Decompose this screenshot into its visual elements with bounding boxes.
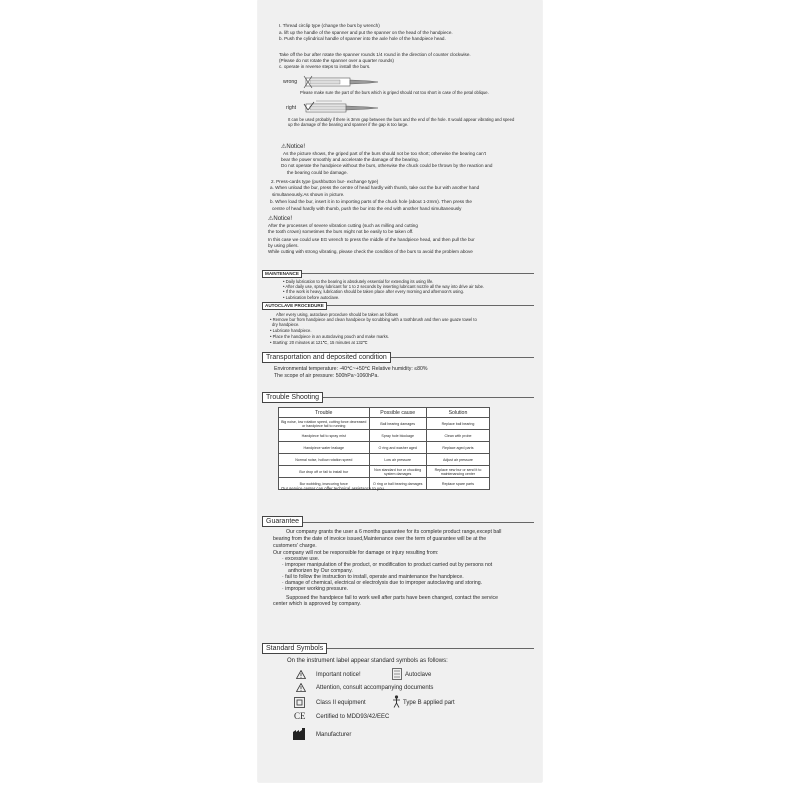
important-notice-label: Important notice! bbox=[316, 672, 361, 678]
autoclave-line-3: dry handpiece. bbox=[272, 322, 300, 327]
trouble-footer: Our service center can offer technical assistance to you. bbox=[281, 486, 385, 491]
maintenance-line-4: • Lubrication before autoclave. bbox=[283, 295, 340, 300]
solution-cell: Replace ball bearing bbox=[426, 418, 489, 430]
guarantee-line-2: bearing from the date of invoice issued,Maintenance over the term of guarantee will be at the bbox=[273, 536, 487, 542]
maintenance-line-1: • Daily lubrication to the bearing is absolutely essential for extending its using life. bbox=[283, 279, 434, 284]
right-label: right bbox=[286, 105, 297, 111]
table-row bbox=[279, 418, 490, 430]
notice-2-line-2: the tooth crown) sometimes the burs might not be easily to be taken off. bbox=[268, 229, 414, 234]
table-row bbox=[279, 430, 490, 442]
thread-line-2: a. lift up the handle of the spanner and put the spanner on the head of the handpiece. bbox=[279, 30, 453, 35]
autoclave-label: Autoclave bbox=[405, 672, 432, 678]
notice-1-line-4: the bearing could be damage. bbox=[287, 170, 348, 175]
trouble-cell: Handpiece fail to spray mist bbox=[279, 430, 370, 442]
col-solution: Solution bbox=[426, 408, 489, 418]
autoclave-icon bbox=[392, 668, 402, 680]
transport-header: Transportation and deposited condition bbox=[262, 352, 391, 363]
trouble-cell: Normal noise, hollow rotation speed bbox=[279, 454, 370, 466]
type-b-applied-part-icon bbox=[392, 695, 401, 708]
notice-2-line-5: While cutting with strong vibrating, please check the condition of the burs to avoid the problem above bbox=[268, 249, 473, 254]
autoclave-line-4: • Lubricate handpiece. bbox=[270, 328, 312, 333]
cause-cell: Ball bearing damages bbox=[369, 418, 426, 430]
table-row bbox=[279, 466, 490, 478]
notice-1-line-2: bear the power smoothly and accelerate the damage of the bearing. bbox=[281, 157, 419, 162]
table-row bbox=[279, 454, 490, 466]
table-row bbox=[279, 442, 490, 454]
certified-label: Certified to MDD93/42/EEC bbox=[316, 714, 390, 720]
autoclave-header: AUTOCLAVE PROCEDURE bbox=[262, 302, 327, 310]
manufacturer-label: Manufacturer bbox=[316, 732, 352, 738]
notice-1-line-3: Do not operate the handpiece without the burs, otherwise the chuck could be thrown by the reaction and bbox=[281, 163, 493, 168]
guarantee-line-6: · improper manipulation of the product, or modification to product carried out by persons not bbox=[282, 562, 493, 568]
guarantee-line-5: · excessive use. bbox=[282, 556, 320, 562]
thread-line-1: I. Thread circlip type (change the burs by wrench) bbox=[279, 23, 380, 28]
bur-wrong-illustration bbox=[302, 74, 382, 90]
trouble-cell: Big noise, low rotation speed, cutting force decreased or handpiece fail to running bbox=[279, 418, 370, 430]
trouble-header: Trouble Shooting bbox=[262, 392, 323, 403]
class-ii-label: Class II equipment bbox=[316, 700, 366, 706]
guarantee-line-7: anthorizen by Our company. bbox=[288, 568, 353, 574]
symbols-intro: On the instrument label appear standard symbols as follows: bbox=[287, 658, 448, 664]
notice-2-line-4: by using pliers. bbox=[268, 243, 299, 248]
type-b-label: Type B applied part bbox=[403, 700, 455, 706]
notice-1-title: ⚠Notice! bbox=[281, 144, 306, 150]
col-trouble: Trouble bbox=[279, 408, 370, 418]
solution-cell: Replace spare parts bbox=[426, 478, 489, 490]
press-line-4: b. When load the bur, insert it in to importing parts of the chuck hole (about 1-2mm). Then press the bbox=[270, 199, 472, 204]
maintenance-line-3: • If the work is heavy, lubrication should be taken place after every morning and afternoon's using. bbox=[283, 289, 464, 294]
right-note-1: It can be used probably if there is 3mm gap between the burs and the end of the hole. It would appear vibrating and speed bbox=[288, 117, 515, 122]
guarantee-line-9: · damage of chemical, electrical or electrolysis due to improper autoclaving and storing. bbox=[282, 580, 483, 586]
guarantee-line-12: center which is approved by company. bbox=[273, 601, 361, 607]
symbols-header: Standard Symbols bbox=[262, 643, 327, 654]
col-possible-cause: Possible cause bbox=[369, 408, 426, 418]
wrong-note: Please make sure the part of the burs which is griped should not too short in case of the petal oblique. bbox=[300, 90, 489, 95]
solution-cell: Clean with probe bbox=[426, 430, 489, 442]
guarantee-line-10: · improper working pressure. bbox=[282, 586, 349, 592]
attention-label: Attention, consult accompanying documents bbox=[316, 685, 434, 691]
cause-cell: Spray hole blockage bbox=[369, 430, 426, 442]
guarantee-line-4: Our company will not be responsible for damage or injury resulting from: bbox=[273, 550, 439, 556]
transport-line-2: The scope of air pressure: 500hPa~1060hPa. bbox=[274, 373, 379, 379]
solution-cell: Adjust air pressure bbox=[426, 454, 489, 466]
notice-2-line-3: In this case we could use EG wrench to press the middle of the handpiece head, and then pull the bur bbox=[268, 237, 475, 242]
guarantee-line-11: Supposed the handpiece fail to work well after parts have been changed, contact the service bbox=[286, 595, 498, 601]
manufacturer-icon bbox=[293, 728, 307, 740]
maintenance-line-2: • After daily use, spray lubricant for 1 to 2 seconds by inserting lubricant nozzle all the way into drive air tube. bbox=[283, 284, 485, 289]
press-line-3: simultaneously.As shown in picture. bbox=[272, 192, 345, 197]
guarantee-header: Guarantee bbox=[262, 516, 303, 527]
autoclave-line-1: After every using, autoclave procedure should be taken as follows bbox=[276, 312, 398, 317]
solution-cell: Replace aged parts bbox=[426, 442, 489, 454]
thread-line-6: c. operate in reverse steps to install the burs. bbox=[279, 64, 371, 69]
bur-right-illustration bbox=[302, 98, 382, 116]
ce-mark-icon: CE bbox=[294, 711, 306, 721]
trouble-cell: Bur wobbling, insecuring force bbox=[279, 478, 370, 490]
class-ii-equipment-icon bbox=[294, 697, 305, 708]
maintenance-header: MAINTENANCE bbox=[262, 270, 302, 278]
transport-line-1: Environmental temperature: -40℃~+50℃ Relative humidity: ≤80% bbox=[274, 366, 428, 372]
autoclave-line-5: • Place the handpiece in an autoclaving pouch and make marks. bbox=[270, 334, 390, 339]
trouble-cell: Bur drop off or fail to install bur bbox=[279, 466, 370, 478]
autoclave-line-2: • Remove bur from handpiece and clean handpiece by scrubbing with a toothbrush and then use guaze towel to bbox=[270, 317, 477, 322]
thread-line-3: b. Push the cylindrical handle of spanner into the axle hole of the handpiece head. bbox=[279, 36, 446, 41]
guarantee-line-8: · fail to follow the instruction to install, operate and maintenance the handpiece. bbox=[282, 574, 464, 580]
thread-line-5: (Please do not rotate the spanner over a quarter rounds) bbox=[279, 58, 394, 63]
autoclave-line-6: • Starting: 20 minutes at 121℃, 15 minutes at 132℃ bbox=[270, 340, 368, 345]
right-note-2: up the damage of the bearing and spanner if the gap is too large. bbox=[288, 122, 409, 127]
press-line-1: 2. Press-cards type (pushbutton bur- exchange type) bbox=[271, 179, 379, 184]
trouble-table bbox=[278, 407, 490, 490]
guarantee-line-1: Our company grants the user a 6 months guarantee for its complete product range,except ball bbox=[286, 529, 502, 535]
important-notice-icon bbox=[296, 670, 306, 679]
notice-2-line-1: After the processes of severe vibration cutting (such as milling and cutting bbox=[268, 223, 418, 228]
cause-cell: O ring or ball bearing damages bbox=[369, 478, 426, 490]
trouble-table-header-row bbox=[279, 408, 490, 418]
guarantee-line-3: customers' charge. bbox=[273, 543, 317, 549]
press-line-5: centre of head hardly with thumb, push the bur into the end with another hand simultaneously bbox=[272, 206, 462, 211]
trouble-cell: Handpiece water leakage bbox=[279, 442, 370, 454]
attention-icon bbox=[296, 683, 306, 692]
press-line-2: a. When unload the bur, press the centre of head hardly with thumb, take out the bur with another hand bbox=[270, 185, 480, 190]
cause-cell: O ring and washer aged bbox=[369, 442, 426, 454]
wrong-label: wrong bbox=[283, 79, 298, 85]
cause-cell: Low air pressure bbox=[369, 454, 426, 466]
notice-2-title: ⚠Notice! bbox=[268, 216, 293, 222]
notice-1-line-1: As the picture shows, the griped part of the burs should not be too short; otherwise the bearing can't bbox=[283, 151, 486, 156]
maintenance-rule bbox=[262, 273, 534, 274]
thread-line-4: Take off the bur after rotate the spanner rounds 1/4 round in the direction of counter clockwise. bbox=[279, 52, 471, 57]
cause-cell: Non standard bur or chucking system damages bbox=[369, 466, 426, 478]
solution-cell: Replace new bur or send it to maintenancing center bbox=[426, 466, 489, 478]
